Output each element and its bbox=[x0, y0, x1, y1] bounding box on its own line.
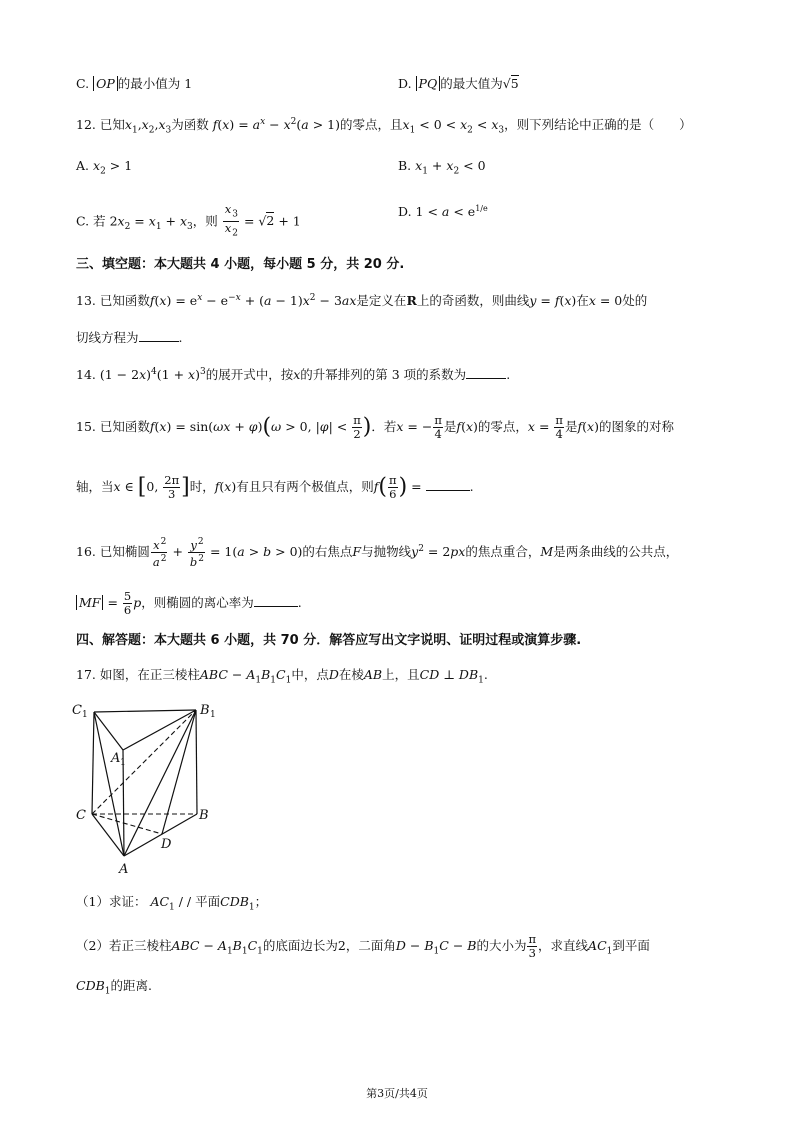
segment-b1-d bbox=[162, 710, 196, 834]
edge-b1-b bbox=[196, 710, 197, 814]
label-b1: B bbox=[200, 703, 210, 718]
section-title: 四、解答题：本大题共 6 小题，共 70 分．解答应写出文字说明、证明过程或演算步骤. bbox=[76, 633, 582, 648]
text: 为函数 bbox=[171, 117, 209, 133]
option-letter: D. bbox=[398, 76, 412, 91]
text: ，二面角 bbox=[345, 938, 396, 953]
text: （2）若正三棱柱 bbox=[76, 938, 172, 953]
question-number: 17. bbox=[76, 667, 96, 682]
q11-option-c bbox=[76, 76, 192, 91]
text: . bbox=[506, 367, 511, 383]
q15-line2: 轴，当x ∈ [0, $\frac{2\pi}{3}$ ]时，f(x)有且只有两个极值点，则f( $\frac{\pi}{6}$ ) = . bbox=[76, 473, 474, 501]
answer-blank[interactable] bbox=[254, 596, 298, 607]
svg-text:1: 1 bbox=[120, 758, 126, 768]
text: 在 bbox=[576, 293, 589, 309]
text: 的焦点重合， bbox=[465, 544, 541, 560]
q17-part2: （2）若正三棱柱ABC − $A_1B_1C_1$的底面边长为2，二面角$D - B_1C - B$的大小为 $\frac{\pi}{3}$ ，求直线$AC_1$到平面 bbox=[76, 932, 650, 960]
label-a1: A bbox=[111, 751, 121, 766]
q12-option-a: A. $x_2 > 1$ bbox=[76, 158, 133, 177]
formula: OP bbox=[93, 76, 118, 91]
text: ，则 bbox=[192, 213, 218, 229]
q15-stem: 15. 已知函数f(x) = sin(ωx + φ)(ω > 0, |φ| < $\frac{\pi}{2}$ )．若x = − $\frac{\pi}{4}$ 是f(x)的零点，x = $\frac{\pi}{4}$ 是f(x)的图象的对称 bbox=[76, 413, 674, 441]
formula: x bbox=[124, 117, 132, 133]
text: . bbox=[483, 667, 488, 682]
text: 的零点， bbox=[477, 419, 528, 434]
q12-option-b: B. $x_1 + x_2 < 0$ bbox=[398, 158, 486, 177]
text: 的底面边长为 bbox=[262, 938, 338, 953]
text: . bbox=[178, 330, 183, 345]
text: 2 bbox=[337, 938, 346, 953]
text: 上的奇函数，则曲线 bbox=[416, 293, 530, 309]
q17-stem: 17. 如图，在正三棱柱ABC − $A_1B_1C_1$中，点D在棱AB上，且CD ⊥ $DB_1$. bbox=[76, 667, 488, 686]
segment-c-d-hidden bbox=[92, 814, 162, 834]
label-d: D bbox=[161, 837, 172, 852]
q12-option-d: D. $1 < a < e^{1/e}$ bbox=[398, 204, 488, 220]
text: 的距离. bbox=[110, 978, 152, 993]
q12-stem: 12. 已知$x_1,x_2,x_3$为函数 $f(x) = a^x - x^2(a > 1)$的零点，且$x_1 < 0 < x_2 < x_3$，则下列结论中正确的是（ ） bbox=[76, 117, 692, 136]
text: 中，点 bbox=[291, 667, 329, 682]
segment-c1-a bbox=[94, 712, 124, 856]
text: ； bbox=[254, 894, 268, 909]
fraction: $\frac{x_3}{x_2}$ bbox=[224, 202, 238, 239]
text: 有且只有两个极值点，则 bbox=[236, 479, 374, 494]
label-c: C bbox=[76, 808, 86, 823]
question-number: 16. bbox=[76, 544, 96, 560]
q13-stem: 13. 已知函数$f(x) = e^x - e^{-x} + (a - 1)x^2 - 3ax$是定义在R上的奇函数，则曲线y = f(x)在x = 0处的 bbox=[76, 293, 648, 309]
segment-b1-a bbox=[124, 710, 196, 856]
text: 的右焦点 bbox=[302, 544, 353, 560]
text: 在棱 bbox=[338, 667, 364, 682]
prism-figure bbox=[66, 696, 226, 881]
q12-option-c: C. 若 $2x_2 = x_1 + x_3$，则 $\frac{x_3}{x_2}$ = √2 + 1 bbox=[76, 202, 301, 239]
q17-part2-line2: $CDB_1$的距离. bbox=[76, 978, 152, 997]
text: ，则椭圆的离心率为 bbox=[141, 595, 254, 610]
q16-stem: 16. 已知椭圆 $\frac{x^2}{a^2}$ + $\frac{y^2}{b^2}$ = 1(a > b > 0)的右焦点F与抛物线$y^2 = 2px$的焦点重合，M是两条曲线的公共点， bbox=[76, 537, 679, 569]
svg-text:1: 1 bbox=[82, 710, 88, 720]
label-a: A bbox=[119, 862, 129, 877]
formula: PQ bbox=[416, 76, 441, 91]
option-letter: C. bbox=[76, 213, 90, 229]
text: 处的 bbox=[622, 293, 648, 309]
text: 已知椭圆 bbox=[99, 544, 150, 560]
text: 的升幂排列的第 3 项的系数为 bbox=[300, 367, 467, 383]
text: 已知 bbox=[99, 117, 125, 133]
option-text: 的最小值为 1 bbox=[117, 76, 193, 91]
label-c1: C bbox=[72, 703, 82, 718]
text: 上，且 bbox=[382, 667, 420, 682]
text: 到平面 bbox=[612, 938, 650, 953]
text: 已知函数 bbox=[99, 419, 150, 434]
answer-blank[interactable] bbox=[466, 368, 506, 379]
text: 平面 bbox=[195, 894, 221, 909]
question-number: 12. bbox=[76, 117, 96, 133]
text: ，则下列结论中正确的是（ ） bbox=[504, 117, 692, 133]
edge-c1-b1 bbox=[94, 710, 196, 712]
edge-a1-b1 bbox=[123, 710, 196, 750]
option-letter: C. bbox=[76, 76, 90, 91]
q11-option-d bbox=[398, 76, 519, 91]
answer-blank[interactable] bbox=[139, 331, 179, 342]
formula: √5 bbox=[502, 76, 519, 91]
option-letter: D. bbox=[398, 204, 412, 220]
q16-line2: MF = $\frac{5}{6}$ p，则椭圆的离心率为 . bbox=[76, 588, 302, 618]
text: . bbox=[297, 595, 302, 610]
text: 切线方程为 bbox=[76, 330, 139, 345]
text: （1）求证： bbox=[76, 894, 147, 909]
set-symbol: R bbox=[406, 293, 417, 309]
text: 轴，当 bbox=[76, 479, 114, 494]
answer-blank[interactable] bbox=[426, 480, 470, 491]
section-title: 三、填空题：本大题共 4 小题，每小题 5 分，共 20 分. bbox=[76, 257, 405, 272]
text: . bbox=[469, 479, 474, 494]
text: 是 bbox=[443, 419, 457, 434]
text: 的展开式中，按 bbox=[205, 367, 294, 383]
question-number: 13. bbox=[76, 293, 96, 309]
formula: f bbox=[212, 117, 218, 133]
option-letter: A. bbox=[76, 158, 90, 173]
text: 如图，在正三棱柱 bbox=[99, 667, 200, 682]
option-text: 的最大值为 bbox=[440, 76, 503, 91]
option-letter: B. bbox=[398, 158, 412, 173]
text: 时， bbox=[189, 479, 215, 494]
text: 是 bbox=[564, 419, 578, 434]
question-number: 15. bbox=[76, 419, 96, 434]
q17-part1: （1）求证： $AC_1$ / / 平面$CDB_1$； bbox=[76, 894, 268, 913]
text: 若 bbox=[93, 213, 106, 229]
text: 的大小为 bbox=[476, 938, 527, 953]
question-number: 14. bbox=[76, 367, 96, 383]
text: 是两条曲线的公共点， bbox=[553, 544, 679, 560]
edge-c1-c bbox=[92, 712, 94, 814]
text: 是定义在 bbox=[356, 293, 407, 309]
text: ，求直线 bbox=[538, 938, 589, 953]
svg-text:1: 1 bbox=[210, 710, 216, 720]
segment-c-b1-hidden bbox=[92, 710, 196, 814]
text: 已知函数 bbox=[99, 293, 150, 309]
text: 的图象的对称 bbox=[598, 419, 674, 434]
text: 与抛物线 bbox=[361, 544, 412, 560]
label-b: B bbox=[199, 808, 209, 823]
q13-line2 bbox=[76, 331, 183, 345]
text: ．若 bbox=[371, 419, 397, 434]
page-footer: 第3页/共4页 bbox=[366, 1087, 428, 1100]
text: 的零点，且 bbox=[340, 117, 403, 133]
q14-stem: 14. $(1 - 2x)^4(1 + x)^3$的展开式中，按x的升幂排列的第 3 项的系数为 . bbox=[76, 367, 511, 383]
